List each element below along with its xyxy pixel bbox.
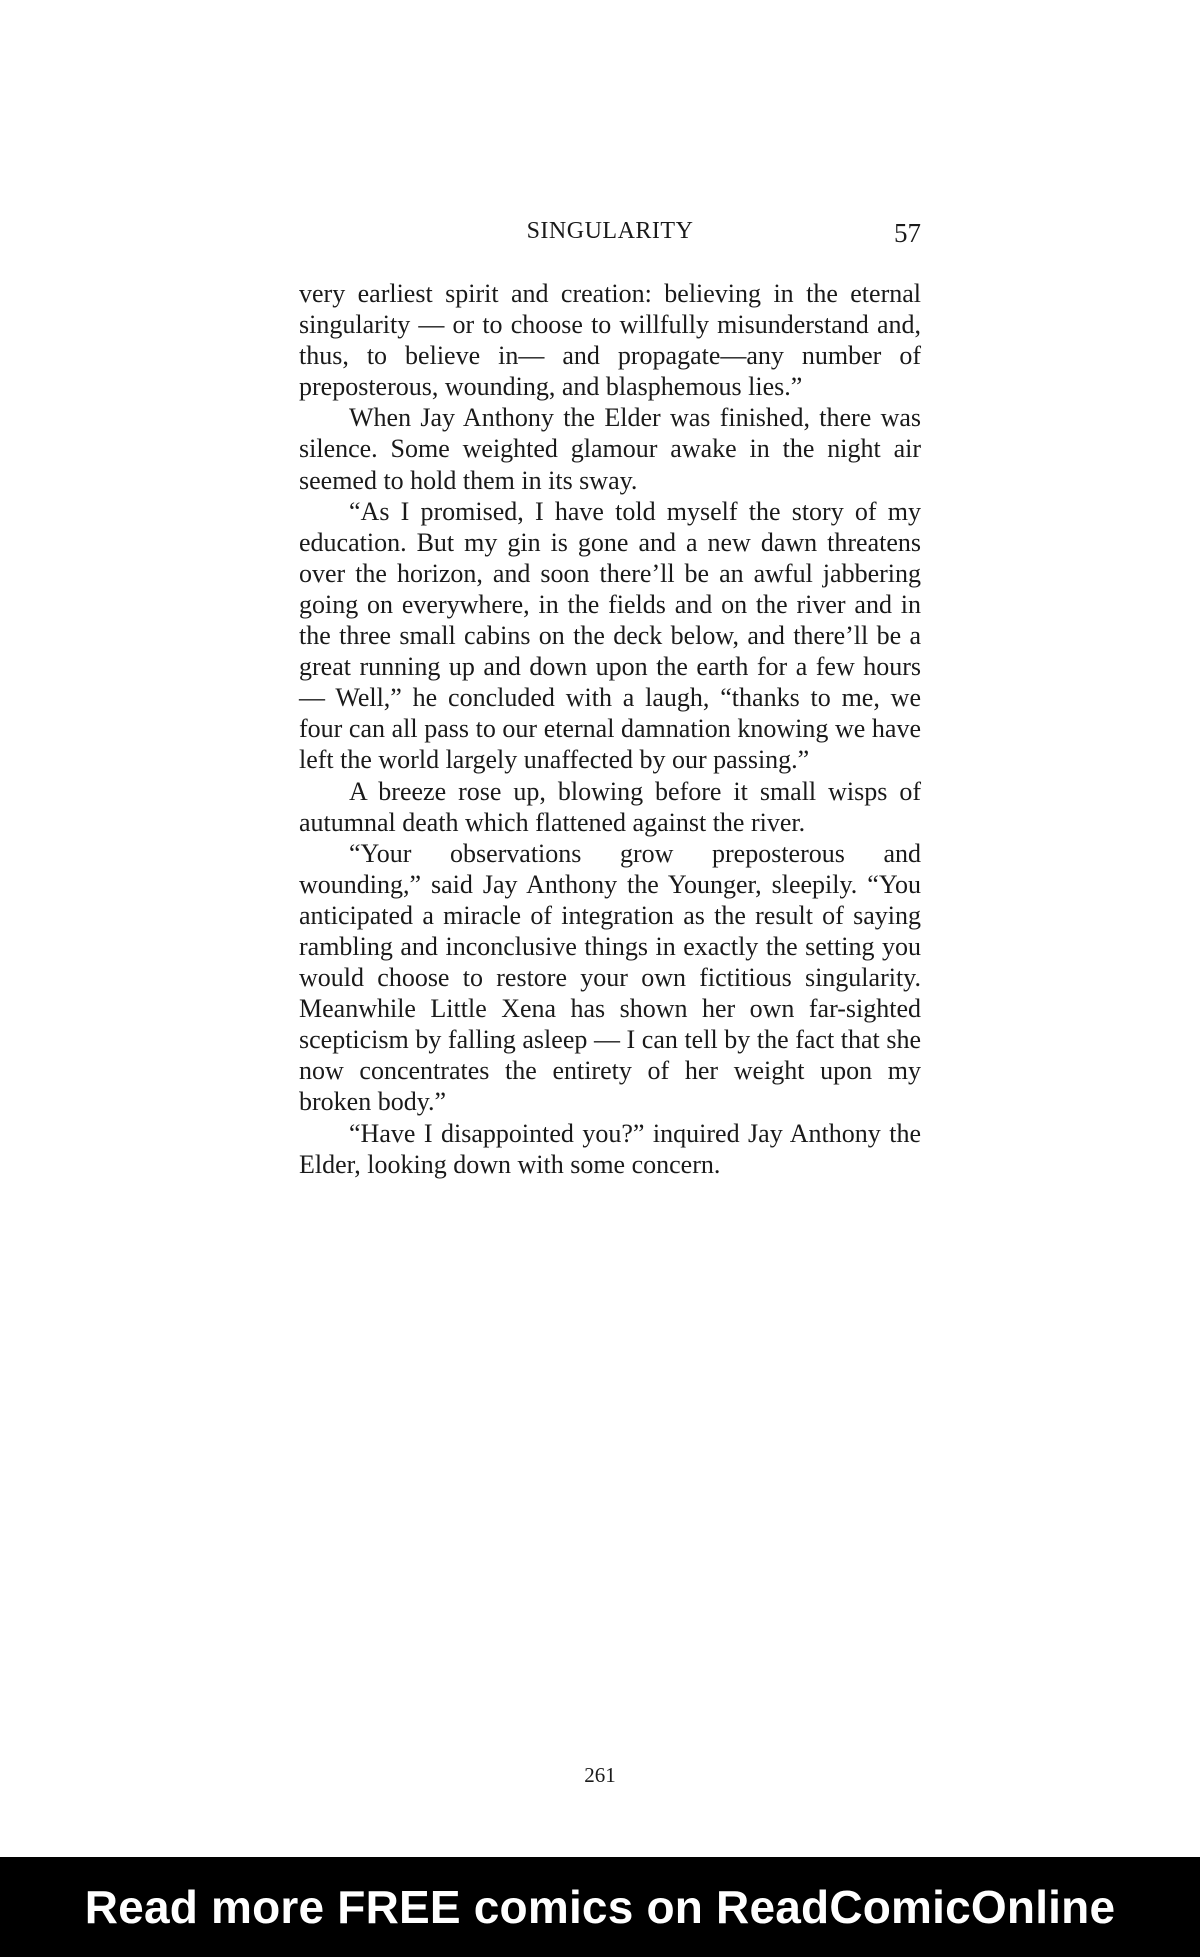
page-number: 57 bbox=[894, 218, 921, 248]
running-title: SINGULARITY bbox=[526, 218, 694, 244]
paragraph-3: “As I promised, I have told myself the story of my education. But my gin is gone and a new dawn threatens over the horizon, and soon there’ll be an awful jabbering going on everywhere, in the fields and on the river and in the three small cabins on the deck below, and there’ll be a great running up and down upon the earth for a few hours — Well,” he concluded with a laugh, “thanks to me, we four can all pass to our eternal damnation knowing we have left the world largely unaffected by our passing.” bbox=[299, 496, 921, 775]
paragraph-1: very earliest spirit and creation: believing in the eternal singularity — or to choose to willfully misunderstand and, thus, to believe in— and propagate—any number of preposterous, wounding, and blasphemous lies.” bbox=[299, 279, 921, 402]
paragraph-5: “Your observations grow preposterous and wounding,” said Jay Anthony the Younger, sleepily. “You anticipated a miracle of integration as the result of saying rambling and inconclusive things in exactly the setting you would choose to restore your own fictitious singularity. Meanwhile Little Xena has shown her own far-sighted scepticism by falling asleep — I can tell by the fact that she now concentrates the entirety of her weight upon my broken body.” bbox=[299, 838, 921, 1117]
promo-banner-link[interactable]: Read more FREE comics on ReadComicOnline bbox=[84, 1881, 1116, 1933]
folio-number: 261 bbox=[584, 1763, 616, 1787]
paragraph-4: A breeze rose up, blowing before it small wisps of autumnal death which flattened against the river. bbox=[299, 776, 921, 837]
running-head bbox=[299, 218, 921, 252]
paragraph-6: “Have I disappointed you?” inquired Jay Anthony the Elder, looking down with some concern. bbox=[299, 1118, 921, 1179]
body-text bbox=[299, 278, 921, 1180]
paragraph-2: When Jay Anthony the Elder was finished, there was silence. Some weighted glamour awake in the night air seemed to hold them in its sway. bbox=[299, 403, 921, 495]
promo-banner[interactable] bbox=[0, 1857, 1200, 1957]
